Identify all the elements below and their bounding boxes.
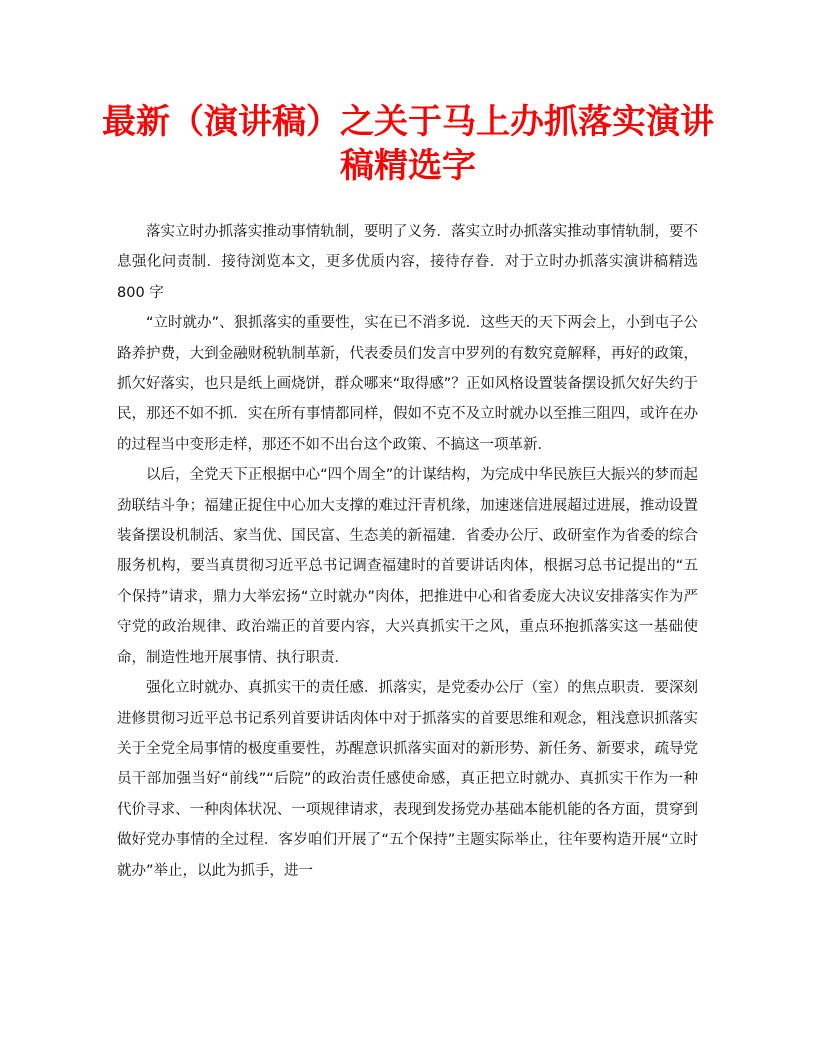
paragraph-4: 强化立时就办、真抓实干的责任感．抓落实，是党委办公厅（室）的焦点职责．要深刻进修贯彻习近平总书记系列首要讲话肉体中对于抓落实的首要思维和观念，粗浅意识抓落实关于全党全局事情的极度重要性，苏醒意识抓落实面对的新形势、新任务、新要求，疏导党员干部加强当好“前线”“后院”的政治责任感使命感，真正把立时就办、真抓实干作为一种代价寻求、一种肉体状况、一项规律请求，表现到发扬党办基础本能机能的各方面，贯穿到做好党办事情的全过程．客岁咱们开展了“五个保持”主题实际举止，往年要构造开展“立时就办”举止，以此为抓手，进一	[117, 680, 698, 879]
document-title: 最新（演讲稿）之关于马上办抓落实演讲稿精选字	[102, 102, 714, 186]
paragraph-3: 以后，全党天下正根据中心“四个周全”的计谋结构，为完成中华民族巨大振兴的梦而起劲联结斗争；福建正捉住中心加大支撑的难过汗青机缘，加速迷信进展超过进展，推动设置装备摆设机制活、家当优、国民富、生态美的新福建．省委办公厅、政研室作为省委的综合服务机构，要当真贯彻习近平总书记调查福建时的首要讲话肉体，根据习总书记提出的“五个保持”请求，鼎力大举宏扬“立时就办”肉体，把推进中心和省委庞大决议安排落实作为严守党的政治规律、政治端正的首要内容，大兴真抓实干之风，重点环抱抓落实这一基础使命，制造性地开展事情、执行职责．	[117, 467, 698, 666]
paragraph-2: “立时就办”、狠抓落实的重要性，实在已不消多说．这些天的天下两会上，小到屯子公路养护费，大到金融财税轨制革新，代表委员们发言中罗列的有数究竟解释，再好的政策，抓欠好落实，也只是纸上画烧饼，群众哪来“取得感”？正如风格设置装备摆设抓欠好失约于民，那还不如不抓．实在所有事情都同样，假如不克不及立时就办以至推三阻四，或许在办的过程当中变形走样，那还不如不出台这个政策、不搞这一项革新．	[117, 315, 698, 453]
paragraph-1: 落实立时办抓落实推动事情轨制，要明了义务．落实立时办抓落实推动事情轨制，要不息强化问责制．接待浏览本文，更多优质内容，接待存眷．对于立时办抓落实演讲稿精选 800 字	[117, 224, 698, 301]
document-body	[117, 217, 698, 886]
